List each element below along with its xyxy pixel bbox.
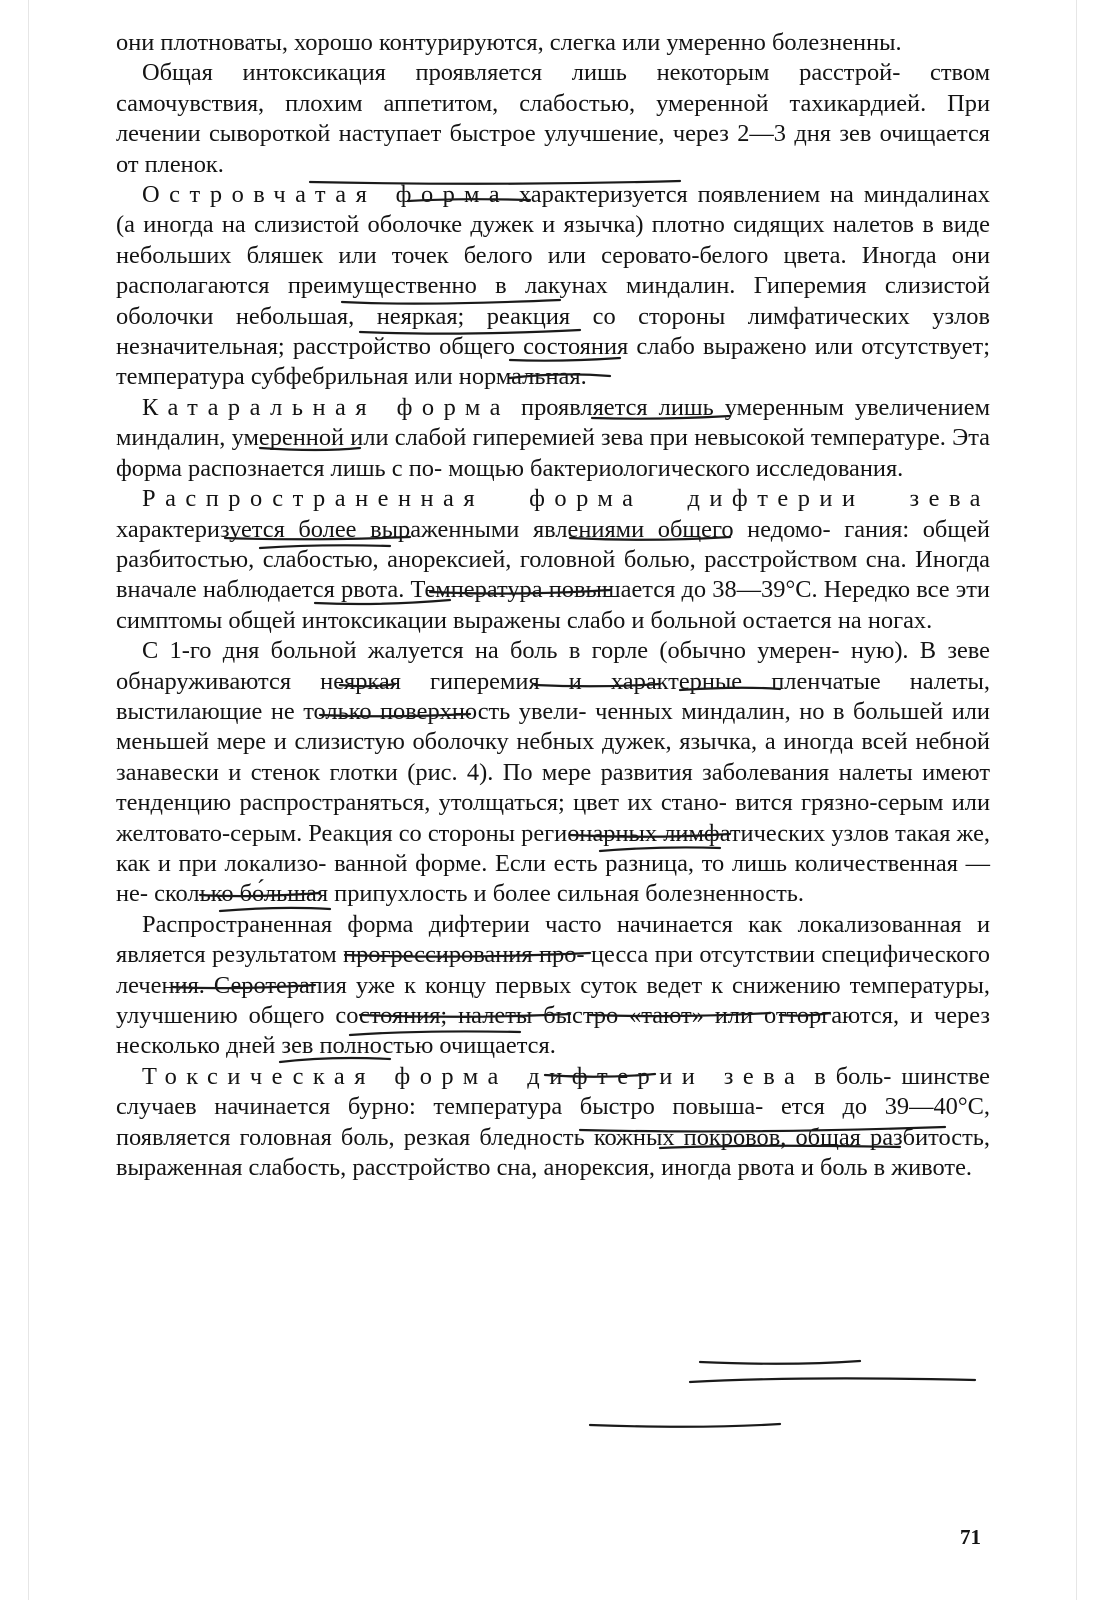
text-line: Общая интоксикация проявляется лишь некоторым расстрой- bbox=[142, 59, 901, 87]
text-line: они плотноваты, хорошо контурируются, слегка или умеренно bbox=[116, 29, 766, 56]
text-line: выражено или отсутствует; температура субфебрильная или bbox=[116, 333, 990, 391]
text-line: сколько бо́льшая припухлость и более сильная болезненность. bbox=[154, 880, 804, 908]
underline-mark bbox=[590, 1424, 780, 1427]
text-line: общей интоксикации выражены слабо и больной остается на bbox=[228, 606, 862, 634]
text-line: плотно сидящих налетов в виде небольших бляшек или точек bbox=[116, 211, 990, 269]
spaced-heading: Островчатая форма bbox=[142, 181, 510, 209]
text-line: кожных покровов, общая разбитость, выраженная слабость, bbox=[116, 1123, 990, 1182]
text-line: стенок глотки (рис. 4). По мере развития заболевания налеты bbox=[250, 758, 913, 786]
text-line: ством самочувствия, плохим аппетитом, слабостью, умеренной bbox=[116, 59, 990, 117]
paragraph bbox=[116, 28, 990, 58]
text-line: С 1-го дня больной жалуется на боль в горле (обычно умерен- bbox=[142, 637, 840, 665]
text-line: миндалинах (а иногда на слизистой оболочке дужек и язычка) bbox=[116, 181, 990, 239]
page-edge-right bbox=[1076, 0, 1077, 1600]
text-line: ногах. bbox=[867, 606, 933, 634]
text-line: Распространенная форма дифтерии часто начинается как bbox=[142, 910, 783, 938]
page-edge-left bbox=[28, 0, 29, 1600]
text-line: локализованная и является результатом прогрессирования про- bbox=[116, 910, 990, 969]
paragraph bbox=[116, 180, 990, 393]
text-line: ется до 39—40°С, появляется головная боль, резкая бледность bbox=[116, 1093, 990, 1151]
page-number: 71 bbox=[960, 1525, 981, 1549]
text-line: Температура повышается до 38—39°С. Нередко все эти симптомы bbox=[116, 576, 990, 634]
text-line: белого или серовато-белого цвета. Иногда они располагаются bbox=[116, 241, 990, 300]
spaced-heading: Катаральная форма bbox=[142, 393, 510, 421]
body-text bbox=[116, 28, 990, 1183]
text-line: ванной форме. Если есть разница, то лишь количественная — не- bbox=[116, 849, 990, 908]
text-line: расстройство сна, анорексия, иногда рвота и боль в животе. bbox=[352, 1154, 972, 1182]
text-line: через несколько дней зев полностью очищается. bbox=[116, 1002, 990, 1060]
text-line: характеризуется появлением на bbox=[509, 181, 854, 209]
text-line: невысокой температуре. Эта форма распознается лишь с по- bbox=[116, 424, 990, 482]
underline-mark bbox=[700, 1361, 860, 1364]
text-line: увеличением миндалин, умеренной или слабой гиперемией зева при bbox=[116, 393, 990, 452]
text-line: цесса при отсутствии специфического лечения. Серотерапия уже к bbox=[116, 941, 990, 999]
text-line: узлов незначительная; расстройство общего состояния слабо bbox=[116, 302, 990, 361]
paragraph bbox=[116, 1062, 990, 1184]
text-line: имеют тенденцию распространяться, утолщаться; цвет их стано- bbox=[116, 758, 990, 817]
text-line: проявляется лишь умеренным bbox=[510, 393, 844, 421]
text-line: преимущественно в лакунах миндалин. Гиперемия слизистой bbox=[287, 272, 990, 300]
spaced-heading: Токсическая форма дифтерии зева bbox=[142, 1062, 805, 1090]
text-line: мощью бактериологического исследования. bbox=[448, 454, 904, 482]
text-line: пленчатые налеты, выстилающие не только поверхность увели- bbox=[116, 667, 990, 725]
text-line: шинстве случаев начинается бурно: температура быстро повыша- bbox=[116, 1062, 990, 1121]
text-line: регионарных лимфатических узлов такая же, как и при локализо- bbox=[116, 819, 990, 877]
paragraph bbox=[116, 58, 990, 180]
text-line: тахикардией. При лечении сывороткой наступает быстрое bbox=[116, 89, 990, 148]
spaced-heading: Распространенная форма дифтерии зева bbox=[142, 485, 990, 513]
text-line: оболочки небольшая, неяркая; реакция со стороны лимфатических bbox=[116, 302, 910, 330]
text-line: в боль- bbox=[804, 1062, 892, 1090]
paragraph bbox=[116, 484, 990, 636]
text-line: улучшение, через 2—3 дня зев очищается от пленок. bbox=[116, 120, 990, 178]
text-line: концу первых суток ведет к снижению температуры, улучшению bbox=[116, 971, 990, 1029]
text-line: ную). В зеве обнаруживаются неяркая гиперемия и характерные bbox=[116, 637, 990, 695]
paragraph bbox=[116, 393, 990, 484]
underline-mark bbox=[690, 1378, 975, 1382]
text-line: ченных миндалин, но в большей или меньшей мере и слизистую bbox=[116, 697, 990, 756]
text-line: гания: общей разбитостью, слабостью, анорексией, головной bbox=[116, 515, 990, 573]
text-line: общего состояния; налеты быстро «тают» или отторгаются, и bbox=[248, 1002, 924, 1029]
text-line: оболочку небных дужек, язычка, а иногда всей небной занавески и bbox=[116, 728, 990, 786]
text-line: болезненны. bbox=[771, 29, 902, 56]
text-line: нормальная. bbox=[458, 363, 587, 391]
paragraph bbox=[116, 636, 990, 910]
text-line: болью, расстройством сна. Иногда вначале наблюдается рвота. bbox=[116, 545, 990, 604]
text-line: характеризуется более выраженными явлениями общего недомо- bbox=[116, 515, 831, 543]
paragraph bbox=[116, 910, 990, 1062]
text-line: вится грязно-серым или желтовато-серым. Реакция со стороны bbox=[116, 789, 990, 847]
